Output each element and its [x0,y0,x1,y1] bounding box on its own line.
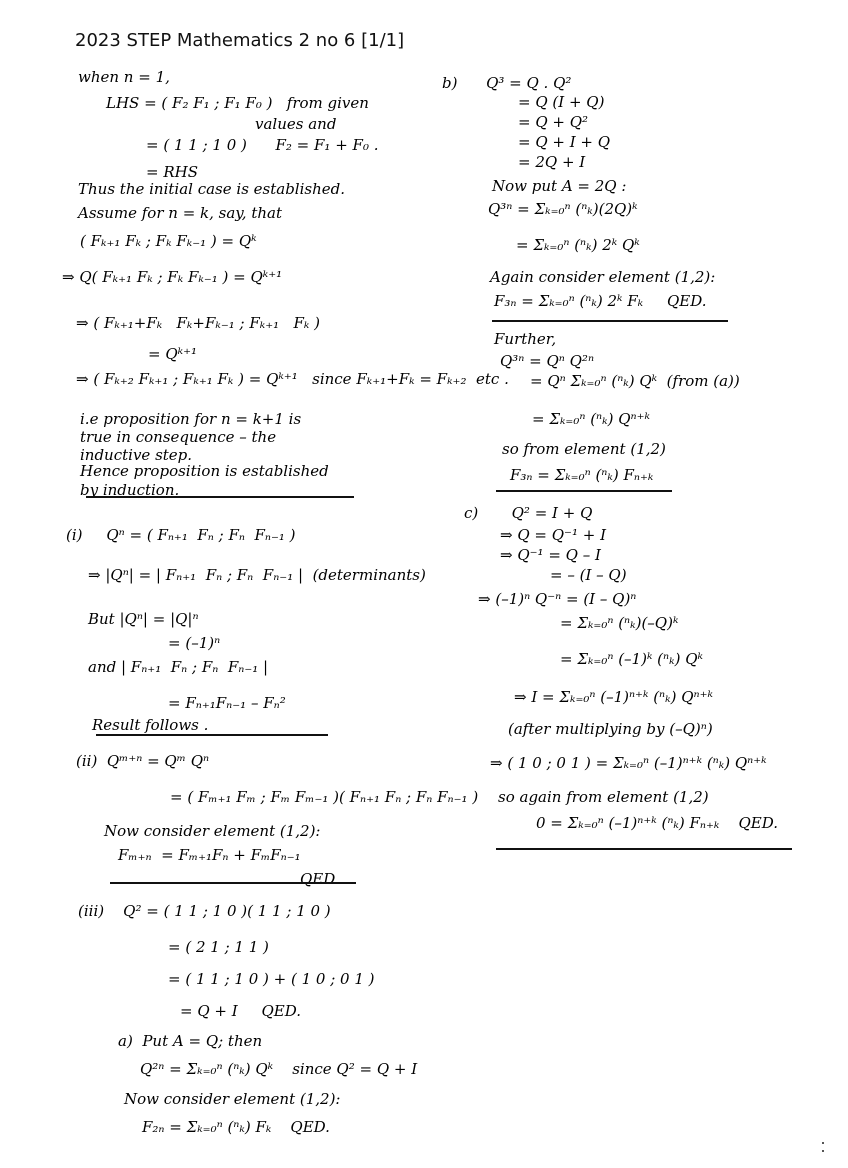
handwritten-right-line: = – (I – Q) [550,566,627,584]
handwritten-left-line: Now consider element (1,2): [124,1090,341,1108]
handwritten-right-line: F₃ₙ = Σₖ₌₀ⁿ (ⁿₖ) 2ᵏ Fₖ QED. [494,292,707,310]
handwritten-right-line: ⇒ ( 1 0 ; 0 1 ) = Σₖ₌₀ⁿ (–1)ⁿ⁺ᵏ (ⁿₖ) Qⁿ⁺ᵏ [490,754,767,772]
divider-part-c [496,848,792,850]
handwritten-left-line: = RHS [146,163,198,181]
handwritten-left-line: true in consequence – the [80,428,277,446]
handwritten-left-line: when n = 1, [78,68,170,86]
handwritten-left-line: (iii) Q² = ( 1 1 ; 1 0 )( 1 1 ; 1 0 ) [78,902,331,920]
handwritten-right-line: ⇒ Q⁻¹ = Q – I [500,546,601,564]
handwritten-left-line: inductive step. [80,446,193,464]
handwritten-left-line: = Q + I QED. [180,1002,302,1020]
handwritten-left-line: Fₘ₊ₙ = Fₘ₊₁Fₙ + FₘFₙ₋₁ [118,846,301,864]
handwritten-left-line: = ( 1 1 ; 1 0 ) F₂ = F₁ + F₀ . [146,136,379,154]
handwritten-right-line: so from element (1,2) [502,440,666,458]
handwritten-right-line: (after multiplying by (–Q)ⁿ) [508,720,713,738]
handwritten-left-line: Now consider element (1,2): [104,822,321,840]
handwritten-left-line: Q²ⁿ = Σₖ₌₀ⁿ (ⁿₖ) Qᵏ since Q² = Q + I [140,1060,418,1078]
handwritten-left-line: ⇒ |Qⁿ| = | Fₙ₊₁ Fₙ ; Fₙ Fₙ₋₁ | (determinants) [88,566,426,584]
handwritten-left-line: F₂ₙ = Σₖ₌₀ⁿ (ⁿₖ) Fₖ QED. [142,1118,330,1136]
handwritten-left-line: ( Fₖ₊₁ Fₖ ; Fₖ Fₖ₋₁ ) = Qᵏ [80,232,257,250]
handwritten-left-line: Thus the initial case is established. [78,180,346,198]
divider-induction [86,496,354,498]
handwritten-right-line: b) Q³ = Q . Q² [442,74,572,92]
handwritten-right-line: ⇒ I = Σₖ₌₀ⁿ (–1)ⁿ⁺ᵏ (ⁿₖ) Qⁿ⁺ᵏ [514,688,713,706]
handwritten-right-line: Now put A = 2Q : [492,177,627,195]
handwritten-left-line: by induction. [80,481,180,499]
handwritten-left-line: (i) Qⁿ = ( Fₙ₊₁ Fₙ ; Fₙ Fₙ₋₁ ) [66,526,296,544]
divider-part-i [96,734,328,736]
handwritten-right-line: Q³ⁿ = Σₖ₌₀ⁿ (ⁿₖ)(2Q)ᵏ [488,200,638,218]
handwritten-left-line: = Fₙ₊₁Fₙ₋₁ – Fₙ² [168,694,286,712]
handwritten-left-line: Result follows . [92,716,209,734]
handwritten-right-line: = Σₖ₌₀ⁿ (ⁿₖ) Qⁿ⁺ᵏ [532,410,650,428]
handwritten-left-line: i.e proposition for n = k+1 is [80,410,302,428]
handwritten-right-line: so again from element (1,2) [498,788,709,806]
handwritten-left-line: = Qᵏ⁺¹ [148,345,198,363]
handwritten-right-line: = 2Q + I [518,153,586,171]
handwritten-right-line: ⇒ Q = Q⁻¹ + I [500,526,606,544]
handwritten-right-line: Again consider element (1,2): [490,268,716,286]
handwritten-left-line: QED [300,870,336,888]
handwritten-left-line: = ( 1 1 ; 1 0 ) + ( 1 0 ; 0 1 ) [168,970,375,988]
handwritten-left-line: ⇒ Q( Fₖ₊₁ Fₖ ; Fₖ Fₖ₋₁ ) = Qᵏ⁺¹ [62,268,283,286]
handwritten-left-line: = ( Fₘ₊₁ Fₘ ; Fₘ Fₘ₋₁ )( Fₙ₊₁ Fₙ ; Fₙ Fₙ₋₁ ) [170,788,479,806]
handwritten-left-line: = (–1)ⁿ [168,634,221,652]
handwritten-right-line: = Σₖ₌₀ⁿ (ⁿₖ) 2ᵏ Qᵏ [516,236,640,254]
handwritten-right-line: = Qⁿ Σₖ₌₀ⁿ (ⁿₖ) Qᵏ (from (a)) [530,372,740,390]
page-title: 2023 STEP Mathematics 2 no 6 [1/1] [75,30,405,51]
divider-part-b-2 [496,490,672,492]
handwritten-right-line: = Q (I + Q) [518,93,605,111]
handwritten-left-line: But |Qⁿ| = |Q|ⁿ [88,610,199,628]
handwritten-right-line: = Q + Q² [518,113,589,131]
handwritten-left-line: and | Fₙ₊₁ Fₙ ; Fₙ Fₙ₋₁ | [88,658,269,676]
handwritten-right-line: = Σₖ₌₀ⁿ (ⁿₖ)(–Q)ᵏ [560,614,679,632]
handwritten-right-line: ⇒ (–1)ⁿ Q⁻ⁿ = (I – Q)ⁿ [478,590,637,608]
divider-part-b-1 [492,320,728,322]
handwritten-left-line: ⇒ ( Fₖ₊₂ Fₖ₊₁ ; Fₖ₊₁ Fₖ ) = Qᵏ⁺¹ since Fₖ₊₁+Fₖ = Fₖ₊₂ etc . [76,370,509,388]
handwritten-left-line: = ( 2 1 ; 1 1 ) [168,938,269,956]
handwritten-right-line: = Σₖ₌₀ⁿ (–1)ᵏ (ⁿₖ) Qᵏ [560,650,703,668]
handwritten-left-line: (ii) Qᵐ⁺ⁿ = Qᵐ Qⁿ [76,752,210,770]
handwritten-right-line: 0 = Σₖ₌₀ⁿ (–1)ⁿ⁺ᵏ (ⁿₖ) Fₙ₊ₖ QED. [536,814,778,832]
handwritten-right-line: Further, [494,330,557,348]
handwritten-left-line: a) Put A = Q; then [118,1032,263,1050]
handwritten-left-line: LHS = ( F₂ F₁ ; F₁ F₀ ) from given [106,94,369,112]
handwritten-left-line: ⇒ ( Fₖ₊₁+Fₖ Fₖ+Fₖ₋₁ ; Fₖ₊₁ Fₖ ) [76,314,320,332]
scan-speck [822,1150,824,1152]
handwritten-right-line: F₃ₙ = Σₖ₌₀ⁿ (ⁿₖ) Fₙ₊ₖ [510,466,654,484]
handwritten-right-line: Q³ⁿ = Qⁿ Q²ⁿ [500,352,595,370]
handwritten-right-line: c) Q² = I + Q [464,504,593,522]
handwritten-left-line: Hence proposition is established [80,462,329,480]
handwritten-left-line: Assume for n = k, say, that [78,204,282,222]
handwritten-left-line: values and [255,115,337,133]
scan-speck [822,1142,824,1144]
divider-part-ii [110,882,356,884]
handwritten-right-line: = Q + I + Q [518,133,611,151]
